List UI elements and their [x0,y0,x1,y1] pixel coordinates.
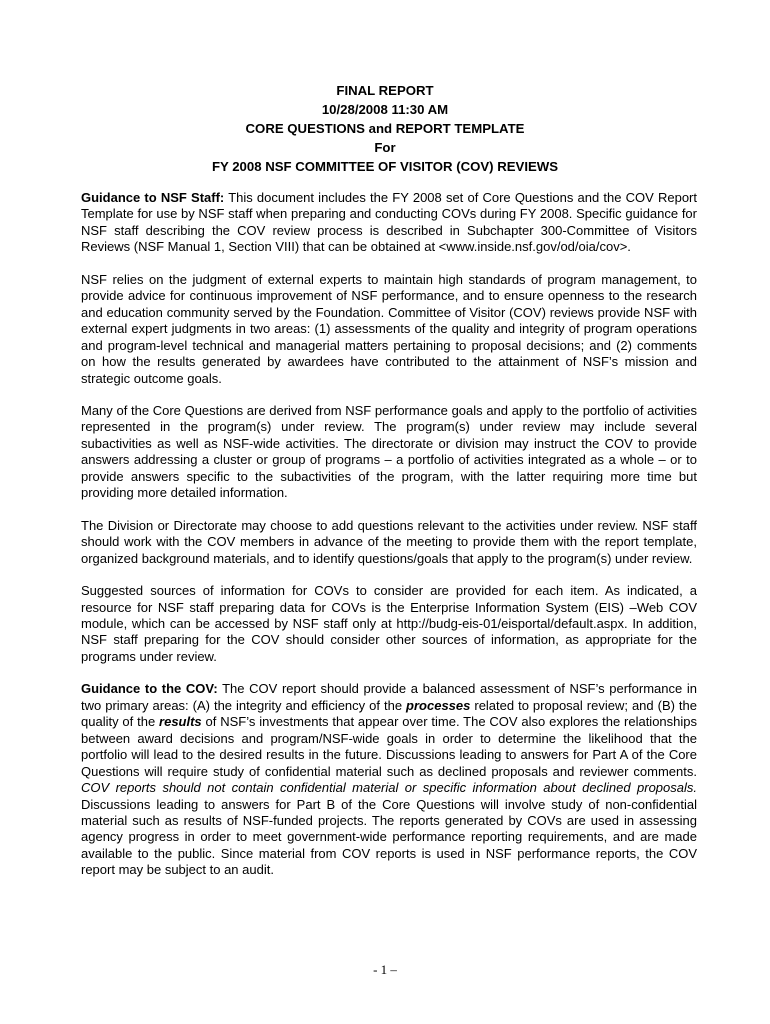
guidance-staff-text: This document includes the FY 2008 set of Core Questions and the COV Report Template for use by NSF staff when preparing and conducting COVs during FY 2008. Specific guidance for NSF staff describing the COV review process is described in Subchapter 300-Committee of Visitors Reviews (NSF Manual 1, Section VIII) that can be obtained at <www.inside.nsf.gov/od/oia/cov>. [81,190,698,255]
paragraph-suggested-sources: Suggested sources of information for COVs to consider are provided for each item. As indicated, a resource for NSF staff preparing data for COVs is the Enterprise Information System (EIS) –Web COV module, which can be accessed by NSF staff only at http://budg-eis-01/eisportal/default.aspx. In addition, NSF staff preparing for the COV should consider other sources of information, as appropriate for the programs under review. [81,583,697,664]
paragraph-nsf-relies: NSF relies on the judgment of external experts to maintain high standards of program management, to provide advice for continuous improvement of NSF performance, and to ensure openness to the research and education community served by the Foundation. Committee of Visitor (COV) reviews provide NSF with external expert judgments in two areas: (1) assessments of the quality and integrity of program operations and program-level technical and managerial matters pertaining to proposal decisions; and (2) comments on how the results generated by awardees have contributed to the attainment of NSF’s mission and strategic outcome goals. [81,271,697,386]
title-timestamp: 10/28/2008 11:30 AM [321,102,449,117]
title-final-report: FINAL REPORT [336,83,434,98]
guidance-cov-text-1: The COV report should provide a balanced assessment of NSF’s performance in two primary areas: (A) the integrity and efficiency of the [81,681,698,713]
guidance-cov-text-2: related to proposal review; and (B) the quality of the [81,697,698,730]
page-number: - 1 – [373,962,397,977]
paragraph-guidance-staff [81,190,697,256]
guidance-cov-label: Guidance to the COV: [81,681,218,697]
title-block [0,81,770,176]
paragraph-core-questions: Many of the Core Questions are derived from NSF performance goals and apply to the portfolio of activities represented in the program(s) under review. The program(s) under review may include several subactivities as well as NSF-wide activities. The directorate or division may instruct the COV to provide answers addressing a cluster or group of programs – a portfolio of activities integrated as a whole – or to provide answers specific to the subactivities of the program, with the latter requiring more time but providing more detailed information. [81,402,697,501]
title-cov-reviews: FY 2008 NSF COMMITTEE OF VISITOR (COV) REVIEWS [211,159,559,174]
paragraph-division-directorate: The Division or Directorate may choose to add questions relevant to the activities under review. NSF staff should work with the COV members in advance of the meeting to provide them with the report template, organized background materials, and to identify questions/goals that apply to the program(s) under review. [81,517,697,566]
confidential-note: COV reports should not contain confidential material or specific information about declined proposals. [81,780,697,796]
guidance-staff-label: Guidance to NSF Staff: [81,190,225,205]
title-core-questions: CORE QUESTIONS and REPORT TEMPLATE [245,121,525,136]
paragraph-guidance-cov [81,681,697,878]
document-body [81,190,697,895]
guidance-cov-text-3: of NSF’s investments that appear over time. The COV also explores the relationships between award decisions and program/NSF-wide goals in order to determine the likelihood that the portfolio will lead to the desired results in the future. Discussions leading to answers for Part A of the Core Questions will require study of confidential material such as declined proposals and reviewer comments. [81,714,698,779]
guidance-cov-text-4: Discussions leading to answers for Part B of the Core Questions will involve study of non-confidential material such as results of NSF-funded projects. The reports generated by COVs are used in assessing agency progress in order to meet government-wide performance reporting requirements, and are made available to the public. Since material from COV reports is used in NSF performance reports, the COV report may be subject to an audit. [81,796,697,878]
processes-emphasis: processes [406,697,471,713]
results-emphasis: results [159,714,202,730]
title-for: For [374,140,396,155]
